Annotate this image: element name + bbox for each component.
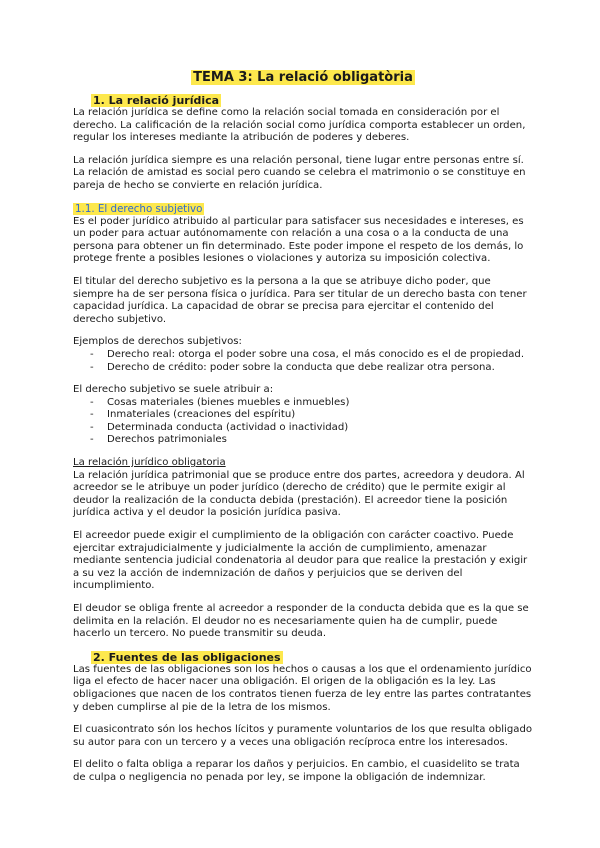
section-2-heading: 2. Fuentes de las obligaciones <box>93 650 281 664</box>
list-item: - Derecho real: otorga el poder sobre una cosa, el más conocido es el de propiedad. <box>73 349 533 362</box>
list-item: - Cosas materiales (bienes muebles e inmuebles) <box>73 397 533 410</box>
section-1-paragraph-1: La relación jurídica se define como la relación social tomada en consideración por el derecho. La calificación de la relación social como jurídica comporta establecer un orden, regular los intereses mediante la atribución de poderes y deberes. <box>73 107 526 144</box>
list-item: - Inmateriales (creaciones del espíritu) <box>73 409 533 422</box>
section-2-paragraph-2: El cuasicontrato són los hechos lícitos y puramente voluntarios de los que resulta obligado su autor para con un tercero y a veces una obligación recíproca entre los interesados. <box>73 724 533 748</box>
section-1-1-paragraph-2: El titular del derecho subjetivo es la persona a la que se atribuye dicho poder, que siempre ha de ser persona física o jurídica. Para ser titular de un derecho basta con tener capacidad jurídica. La capacidad de obrar se precisa para ejercitar el contenido del derecho subjetivo. <box>73 275 527 325</box>
objects-label: El derecho subjetivo se suele atribuir a: <box>73 384 274 396</box>
list-item: - Derechos patrimoniales <box>73 434 533 447</box>
section-2-paragraph-3: El delito o falta obliga a reparar los daños y perjuicios. En cambio, el cuasidelito se trata de culpa o negligencia no penada por ley, se impone la obligación de indemnizar. <box>73 759 520 783</box>
examples-label: Ejemplos de derechos subjetivos: <box>73 336 242 348</box>
document-title: TEMA 3: La relació obligatòria <box>193 70 413 85</box>
list-item: - Determinada conducta (actividad o inactividad) <box>73 422 533 435</box>
section-1-1-paragraph-1: Es el poder jurídico atribuido al particular para satisfacer sus necesidades e intereses, es un poder para actuar autónomamente con relación a una cosa o a la conducta de una persona para obtener un fin determinado. Este poder impone el respeto de los demás, lo protege frente a posibles lesiones o violaciones y autoriza su imposición colectiva. <box>73 215 524 265</box>
document-body <box>73 70 533 795</box>
section-2-paragraph-1: Las fuentes de las obligaciones son los hechos o causas a los que el ordenamiento jurídico liga el efecto de hacer nacer una obligación. El origen de la obligación es la ley. Las obligaciones que nacen de los contratos tienen fuerza de ley entre las partes contratantes y deben cumplirse al pie de la letra de los mismos. <box>73 663 532 713</box>
section-1-heading: 1. La relació jurídica <box>93 94 220 107</box>
obligation-heading: La relación jurídico obligatoria <box>73 457 226 469</box>
obligation-paragraph-1: La relación jurídica patrimonial que se produce entre dos partes, acreedora y deudora. Al acreedor se le atribuye un poder jurídico (derecho de crédito) que le permite exigir al deudor la realización de la conducta debida (prestación). El acreedor tiene la posición jurídica activa y el deudor la posición jurídica pasiva. <box>73 469 525 519</box>
obligation-paragraph-3: El deudor se obliga frente al acreedor a responder de la conducta debida que es la que se delimita en la relación. El deudor no es necesariamente quien ha de cumplir, puede hacerlo un tercero. No puede transmitir su deuda. <box>73 603 529 640</box>
obligation-paragraph-2: El acreedor puede exigir el cumplimiento de la obligación con carácter coactivo. Puede ejercitar extrajudicialmente y judicialmente la acción de cumplimiento, amenazar mediante sentencia judicial condenatoria al deudor para que realice la prestación y exigir a su vez la acción de indemnización de daños y perjuicios que se deriven del incumplimiento. <box>73 530 528 592</box>
section-1-1-heading: 1.1. El derecho subjetivo <box>75 202 203 215</box>
list-item: - Derecho de crédito: poder sobre la conducta que debe realizar otra persona. <box>73 362 533 375</box>
section-1-paragraph-2: La relación jurídica siempre es una relación personal, tiene lugar entre personas entre sí. La relación de amistad es social pero cuando se celebra el matrimonio o se constituye en pareja de hecho se convierte en relación jurídica. <box>73 154 526 191</box>
objects-list <box>73 397 533 447</box>
examples-list <box>73 349 533 374</box>
